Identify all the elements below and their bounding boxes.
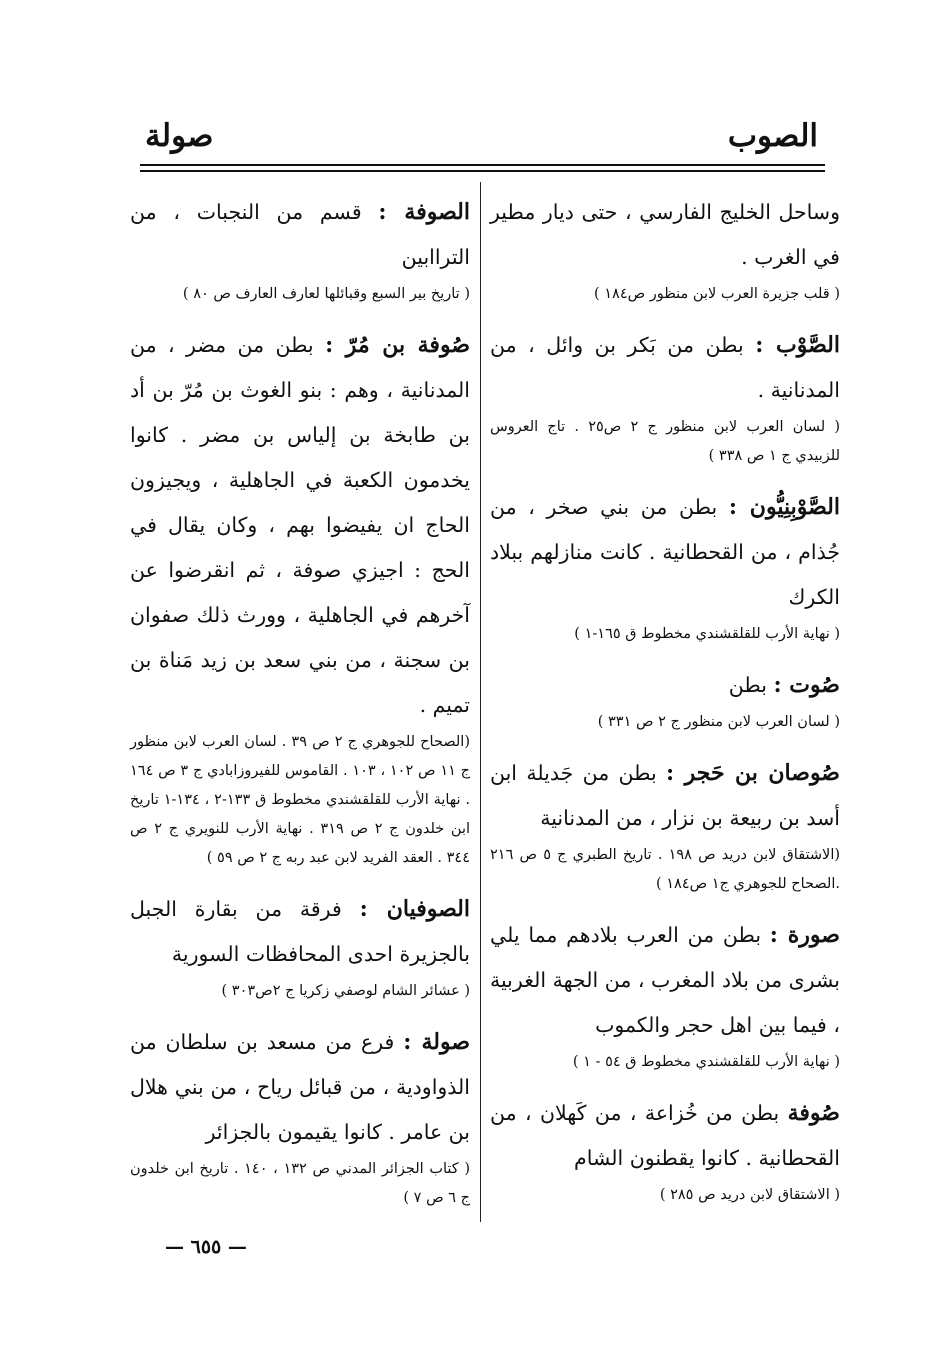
entry-headword: صُوفة [787, 1100, 840, 1126]
entry-body: بطن من خُزاعة ، من كَهلان ، من القحطانية . كانوا يقطنون الشام [490, 1101, 840, 1170]
entry-gap [490, 475, 840, 485]
entry-text [490, 751, 840, 841]
entry-headword: الصَّوْب : [755, 332, 840, 358]
entry-gap [490, 313, 840, 323]
entry-body: بطن من بَكر بن وائل ، من المدنانية . [490, 333, 840, 402]
entry-source: ( كتاب الجزائر المدني ص ١٣٢ ، ١٤٠ . تاريخ ابن خلدون ج ٦ ص ٧ ) [130, 1161, 470, 1206]
entry-gap [490, 903, 840, 913]
entry-gap [130, 1217, 470, 1227]
entry-source: ( نهاية الأرب للقلقشندي مخطوط ق ١٦٥-١ ) [574, 626, 840, 642]
entry-source: ( لسان العرب لابن منظور ج ٢ ص ٣٣١ ) [597, 714, 840, 730]
entry-headword: الصوفة : [378, 199, 470, 225]
right-column [490, 190, 840, 1224]
left-column [130, 190, 470, 1227]
page-number: — ٦٥٥ — [165, 1236, 247, 1258]
entry-headword: الصَّوْبِنِيُّون : [728, 494, 840, 520]
entry-source: ( الاشتقاق لابن دريد ص ٢٨٥ ) [659, 1187, 840, 1203]
entry-text [490, 485, 840, 620]
entry-text [130, 1020, 470, 1155]
entry-text [490, 663, 840, 708]
entry-source: ( عشائر الشام لوصفي زكريا ج ٢ص٣٠٣ ) [221, 983, 470, 999]
entry-source: ( لسان العرب لابن منظور ج ٢ ص٢٥ . تاج العروس للزبيدي ج ١ ص ٣٣٨ ) [490, 419, 840, 464]
entry-headword: صورة : [769, 922, 840, 948]
header-rule-bottom [140, 170, 825, 172]
entry-text [130, 190, 470, 280]
entry-headword: الصوفيان : [359, 896, 470, 922]
entry-text [130, 887, 470, 977]
header-left-word: صولة [145, 118, 214, 154]
entry-gap [130, 1010, 470, 1020]
entry-body: بطن من العرب بلادهم مما يلي بشرى من بلاد المغرب ، من الجهة الغربية ، فيما بين اهل حجر والكموب [490, 923, 840, 1037]
entry-body: بطن من بني صخر ، من جُذام ، من القحطانية . كانت منازلهم ببلاد الكرك [490, 495, 840, 609]
entry-source: (الاشتقاق لابن دريد ص ١٩٨ . تاريخ الطبري ج ٥ ص ٢١٦ .الصحاح للجوهري ج١ ص١٨٤ ) [490, 847, 841, 892]
entry-body: فرقة من بقارة الجبل بالجزيرة احدى المحافظات السورية [130, 897, 470, 966]
entry-gap [490, 653, 840, 663]
entry-text [490, 1091, 840, 1181]
entry-text [490, 190, 840, 280]
entry-body: بطن من مضر ، من المدنانية ، وهم : بنو الغوث بن مُرّ بن أد بن طابخة بن إلياس بن مضر . كانوا يخدمون الكعبة في الجاهلية ، ويجيزون الحاج ان يفيضوا بهم ، وكان يقال في الحج : اجيزي صوفة ، ثم انقرضوا عن آخرهم في الجاهلية ، وورث ذلك صفوان بن سجنة ، من بني سعد بن زيد مَناة بن تميم . [130, 333, 470, 717]
entry-text [490, 913, 840, 1048]
entry-body: بطن [728, 673, 767, 697]
entry-gap [490, 1081, 840, 1091]
entry-headword: صُوصان بن حَجر : [666, 760, 840, 786]
column-divider [480, 182, 481, 1222]
entry-gap [490, 1214, 840, 1224]
entry-text [130, 323, 470, 728]
header-right-word: الصوب [727, 118, 818, 154]
entry-source: ( تاريخ بير السبع وقبائلها لعارف العارف ص ٨٠ ) [182, 286, 470, 302]
entry-headword: صُوفة بن مُرّ : [325, 332, 470, 358]
entry-body: فرع من مسعد بن سلطان من الذواودية ، من قبائل رياح ، من بني هلال بن عامر . كانوا يقيمون بالجزائر [130, 1030, 470, 1144]
entry-gap [490, 741, 840, 751]
entry-body: قسم من النجبات ، من التراابين [130, 200, 470, 269]
entry-headword: صُوت : [773, 672, 840, 698]
entry-gap [130, 877, 470, 887]
header-rule-top [140, 164, 825, 166]
entry-body: بطن من جَديلة ابن أسد بن ربيعة بن نزار ، من المدنانية [490, 761, 840, 830]
entry-text [490, 323, 840, 413]
entry-source: (الصحاح للجوهري ج ٢ ص ٣٩ . لسان العرب لابن منظور ج ١١ ص ١٠٢ ، ١٠٣ . القاموس للفيروزابادي ج ٣ ص ١٦٤ . نهاية الأرب للقلقشندي مخطوط ق ١٣٣-٢ ، ١٣٤-١ تاريخ ابن خلدون ج ٢ ص ٣١٩ . نهاية الأرب للنويري ج ٢ ص ٣٤٤ . العقد الفريد لابن عبد ربه ج ٢ ص ٥٩ ) [130, 734, 471, 866]
entry-headword: صولة : [403, 1029, 470, 1055]
entry-gap [130, 313, 470, 323]
entry-body: وساحل الخليج الفارسي ، حتى ديار مطير في الغرب . [490, 200, 840, 269]
entry-source: ( نهاية الأرب للقلقشندي مخطوط ق ٥٤ - ١ ) [572, 1054, 840, 1070]
entry-source: ( قلب جزيرة العرب لابن منظور ص١٨٤ ) [593, 286, 840, 302]
